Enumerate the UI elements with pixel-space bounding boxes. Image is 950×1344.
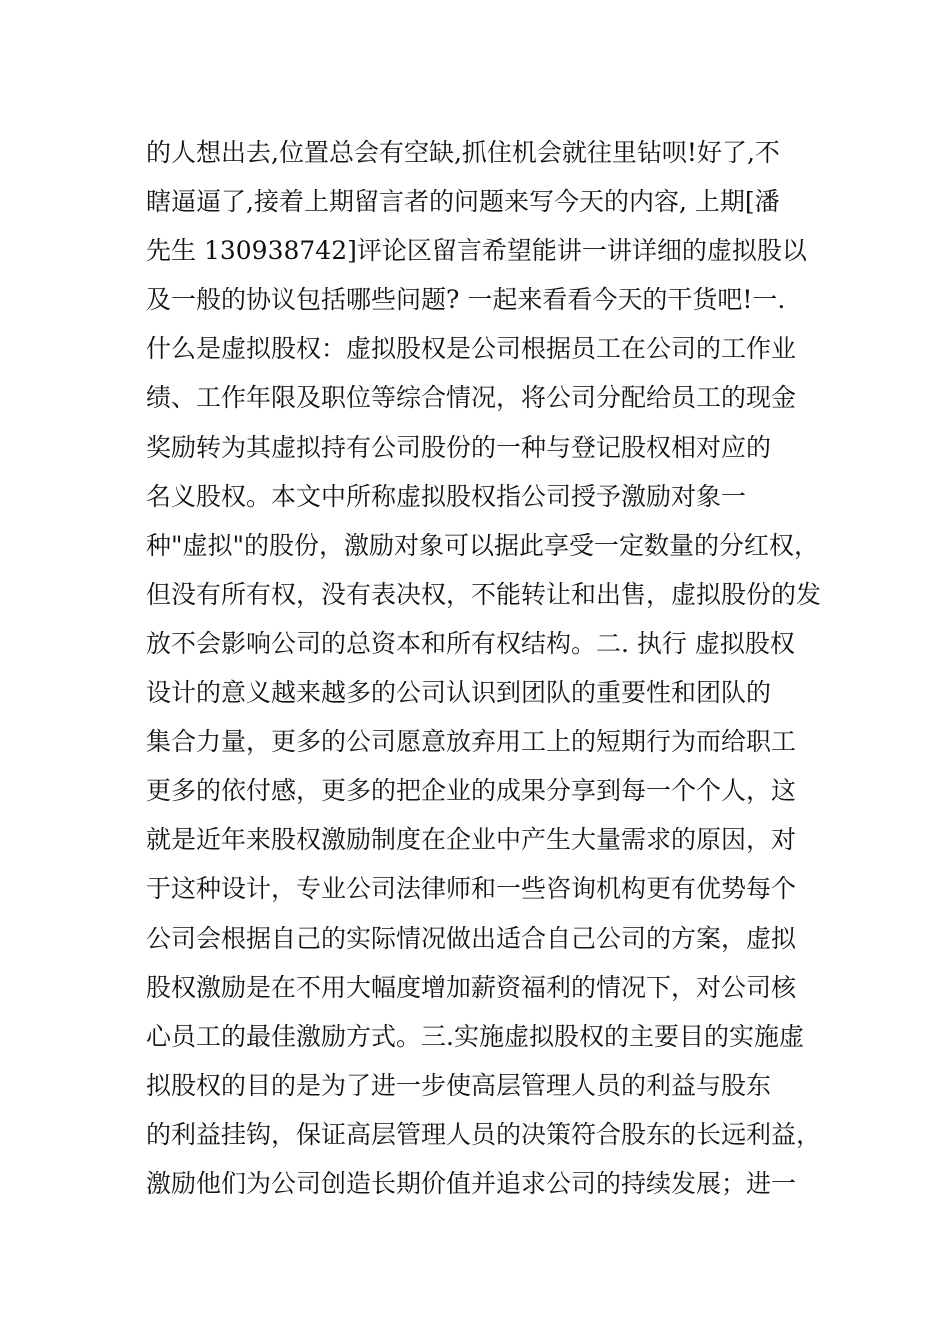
text-line: 更多的依付感，更多的把企业的成果分享到每一个个人，这 bbox=[146, 776, 797, 806]
body-text bbox=[146, 128, 836, 1208]
text-line: 绩、工作年限及职位等综合情况，将公司分配给员工的现金 bbox=[146, 383, 797, 413]
text-line: 的利益挂钩，保证高层管理人员的决策符合股东的长远利益， bbox=[146, 1119, 822, 1149]
text-line: 奖励转为其虚拟持有公司股份的一种与登记股权相对应的 bbox=[146, 432, 772, 462]
text-line: 及一般的协议包括哪些问题? 一起来看看今天的干货吧!一. bbox=[146, 285, 786, 315]
text-line: 公司会根据自己的实际情况做出适合自己公司的方案，虚拟 bbox=[146, 923, 797, 953]
text-line: 放不会影响公司的总资本和所有权结构。二. 执行 虚拟股权 bbox=[146, 628, 795, 658]
text-line: 什么是虚拟股权：虚拟股权是公司根据员工在公司的工作业 bbox=[146, 334, 797, 364]
text-line: 拟股权的目的是为了进一步使高层管理人员的利益与股东 bbox=[146, 1070, 772, 1100]
text-line: 设计的意义越来越多的公司认识到团队的重要性和团队的 bbox=[146, 678, 772, 708]
text-line: 集合力量，更多的公司愿意放弃用工上的短期行为而给职工 bbox=[146, 727, 797, 757]
text-line: 于这种设计，专业公司法律师和一些咨询机构更有优势每个 bbox=[146, 874, 797, 904]
text-line: 心员工的最佳激励方式。三.实施虚拟股权的主要目的实施虚 bbox=[146, 1021, 804, 1051]
text-line: 种"虚拟"的股份，激励对象可以据此享受一定数量的分红权， bbox=[146, 530, 820, 560]
text-line: 激励他们为公司创造长期价值并追求公司的持续发展；进一 bbox=[146, 1168, 797, 1198]
text-line: 就是近年来股权激励制度在企业中产生大量需求的原因，对 bbox=[146, 825, 797, 855]
text-line: 名义股权。本文中所称虚拟股权指公司授予激励对象一 bbox=[146, 481, 747, 511]
text-line: 的人想出去,位置总会有空缺,抓住机会就往里钻呗!好了,不 bbox=[146, 138, 780, 167]
text-line: 先生 130938742]评论区留言希望能讲一讲详细的虚拟股以 bbox=[146, 236, 807, 266]
text-line: 但没有所有权，没有表决权，不能转让和出售，虚拟股份的发 bbox=[146, 579, 822, 609]
text-line: 瞎逼逼了,接着上期留言者的问题来写今天的内容, 上期[潘 bbox=[146, 187, 780, 217]
text-line: 股权激励是在不用大幅度增加薪资福利的情况下，对公司核 bbox=[146, 972, 797, 1002]
